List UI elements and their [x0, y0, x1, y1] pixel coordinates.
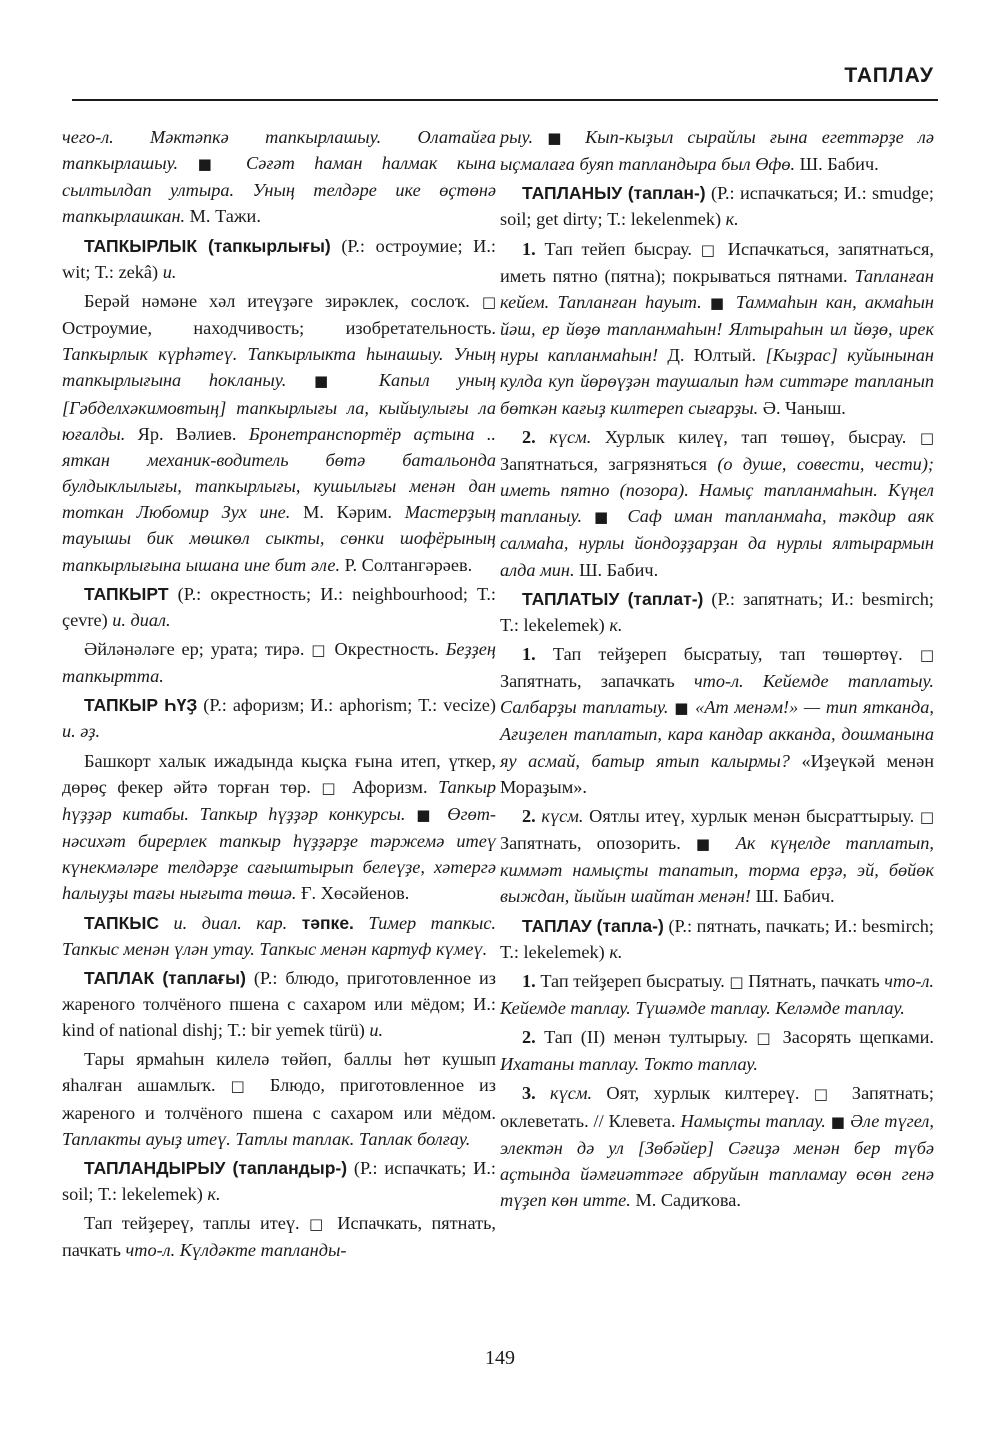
dictionary-paragraph: 2. күсм. Хурлык килеү, тап төшөү, бысрау. □ Запятнаться, загрязняться (о душе, совести, чести); иметь пятно (позора). Намыҫ тапланмаһын. Күңел тапланыу. ■ Саф иман тапланмаһа, тәкдир аяк салмаһа, нурлы йондоҙҙарҙан да нурлы ялтырармын алда мин. Ш. Бабич. [500, 426, 934, 580]
left-column [62, 124, 496, 1267]
dictionary-paragraph: 1. Тап тейеп бысрау. □ Испачкаться, запятнаться, иметь пятно (пятна); покрываться пятнами. Тапланған кейем. Тапланған һауыт. ■ Таммаһын кан, акмаһын йәш, ер йөҙө тапланмаһын! Ялтыраһын ил йөҙө, ирек нуры капланмаһын! Д. Юлтый. [Кыҙрас] куйынынан кулда куп йөрөүҙән таушалып һәм ситтәре тапланып бөткән кағыҙ килтереп сығарҙы. Ә. Чаныш. [500, 238, 934, 418]
dictionary-paragraph: ТАПКЫР ҺҮҘ (Р.: афоризм; И.: aphorism; Т.: vecize) и. әҙ. [62, 695, 496, 742]
dictionary-paragraph: ТАПКЫРТ (Р.: окрестность; И.: neighbourhood; Т.: çevre) и. диал. [62, 583, 496, 630]
dictionary-paragraph: ТАПЛАТЫУ (таплат-) (Р.: запятнать; И.: besmirch; Т.: lekelemek) к. [500, 588, 934, 635]
running-head: ТАПЛАУ [844, 64, 934, 87]
right-column [500, 124, 934, 1216]
dictionary-paragraph: ТАПЛАУ (тапла-) (Р.: пятнать, пачкать; И.: besmirch; Т.: lekelemek) к. [500, 915, 934, 962]
dictionary-paragraph: 1. Тап тейҙереп бысратыу. □ Пятнать, пачкать что-л. Кейемде таплау. Түшәмде таплау. Келәмде таплау. [500, 970, 934, 1018]
header-rule [72, 99, 938, 101]
dictionary-paragraph: рыу. ■ Кып-кыҙыл сырайлы ғына егеттәрҙе лә ыҫмалаға буяп тапландыра был Өфө. Ш. Бабич. [500, 127, 934, 175]
dictionary-paragraph: чего-л. Мәктәпкә тапкырлашыу. Олатайға тапкырлашыу. ■ Сәғәт һаман һалмак кына сылтылдап ултыра. Уның телдәре ике өҫтөнә тапкырлашкан. М. Тажи. [62, 127, 496, 227]
dictionary-paragraph: ТАПЛАК (таплағы) (Р.: блюдо, приготовленное из жареного толчёного пшена с сахаром или мёдом; И.: kind of national dishj; Т.: bir yemek türü) и. [62, 967, 496, 1041]
dictionary-paragraph: ТАПЛАНДЫРЫУ (тапландыр-) (Р.: испачкать; И.: soil; Т.: lekelemek) к. [62, 1157, 496, 1205]
dictionary-paragraph: Башкорт халык ижадында кыҫка ғына итеп, үткер, дөрөҫ фекер әйтә торған төр. □ Афоризм. Тапкыр һүҙҙәр китабы. Тапкыр һүҙҙәр конкурсы. ■ Өгөт-нәсихәт бирерлек тапкыр һүҙҙәрҙе тәржемә итеү күнекмәләре телдәрҙе сағыштырып белеүҙе, хәтергә һалыуҙы тағы нығыта төшә. Ғ. Хөсәйенов. [62, 750, 497, 904]
dictionary-paragraph: Берәй нәмәне хәл итеүҙәге зирәклек, сослоҡ. □ Остроумие, находчивость; изобретательность. Тапкырлык күрһәтеү. Тапкырлыкта һынашыу. Уның тапкырлығына һокланыу. ■ Капыл уның [Гәбделхәкимовтың] тапкырлығы ла, кыйыулығы ла юғалды. Яр. Вәлиев. Бронетранспортёр аҫтына .. яткан механик-водитель бөтә батальонда булдыклылығы, тапкырлығы, кушылығы менән дан тоткан Любомир Зух ине. М. Кәрим. Мастерҙың тауышы бик мөшкөл сыкты, сөнки шофёрының тапкырлығына ышана ине бит әле. Р. Солтангәрәев. [62, 290, 496, 575]
dictionary-paragraph: 3. күсм. Оят, хурлык килтереү. □ Запятнать; оклеветать. // Клевета. Намыҫты таплау. ■ Әле түгел, электән дә ул [Зөбәйер] Сәғиҙә менән бер түбә аҫтында йәмғиәттәге абруйын тапламау өсөн генә түҙеп көн итте. М. Садиҡова. [500, 1083, 934, 1211]
page-number: 149 [485, 1347, 515, 1369]
dictionary-paragraph: 1. Тап тейҙереп бысратыу, тап төшөртөү. □ Запятнать, запачкать что-л. Кейемде таплатыу. Салбарҙы таплатыу. ■ «Ат менәм!» — тип ятканда, Ағиҙелен таплатып, кара кандар акканда, дошманына яу асмай, батыр ятып калырмы? «Иҙеүкәй менән Мораҙым». [500, 643, 935, 797]
dictionary-paragraph: Тап тейҙереү, таплы итеү. □ Испачкать, пятнать, пачкать что-л. Күлдәкте тапланды- [62, 1213, 496, 1261]
dictionary-paragraph: Тары ярмаһын килелә төйөп, баллы һөт кушып яһалған ашамлыҡ. □ Блюдо, приготовленное из жареного и толчёного пшена с сахаром или мёдом. Таплакты ауыҙ итеү. Татлы таплак. Таплак болғау. [62, 1049, 496, 1149]
dictionary-paragraph: ТАПКЫРЛЫК (тапкырлығы) (Р.: остроумие; И.: wit; Т.: zekâ) и. [62, 235, 496, 282]
dictionary-paragraph: Әйләнәләге ер; урата; тирә. □ Окрестность. Беҙҙең тапкыртта. [62, 638, 496, 687]
dictionary-paragraph: 2. күсм. Оятлы итеү, хурлык менән бысраттырыу. □ Запятнать, опозорить. ■ Ак күңелде таплатып, киммәт намыҫты тапатып, торма ерҙә, эй, бөйөк выждан, йыйын шайтан менән! Ш. Бабич. [500, 805, 935, 907]
dictionary-paragraph: ТАПЛАНЫУ (таплан-) (Р.: испачкаться; И.: smudge; soil; get dirty; Т.: lekelenmek) к. [500, 183, 934, 230]
dictionary-paragraph: 2. Тап (II) менән тултырыу. □ Засорять щепками. Ихатаны таплау. Токто таплау. [500, 1027, 934, 1075]
dictionary-paragraph: ТАПКЫС и. диал. кар. тәпке. Тимер тапкыс. Тапкыс менән үлән утау. Тапкыс менән картуф күмеү. [62, 912, 496, 959]
